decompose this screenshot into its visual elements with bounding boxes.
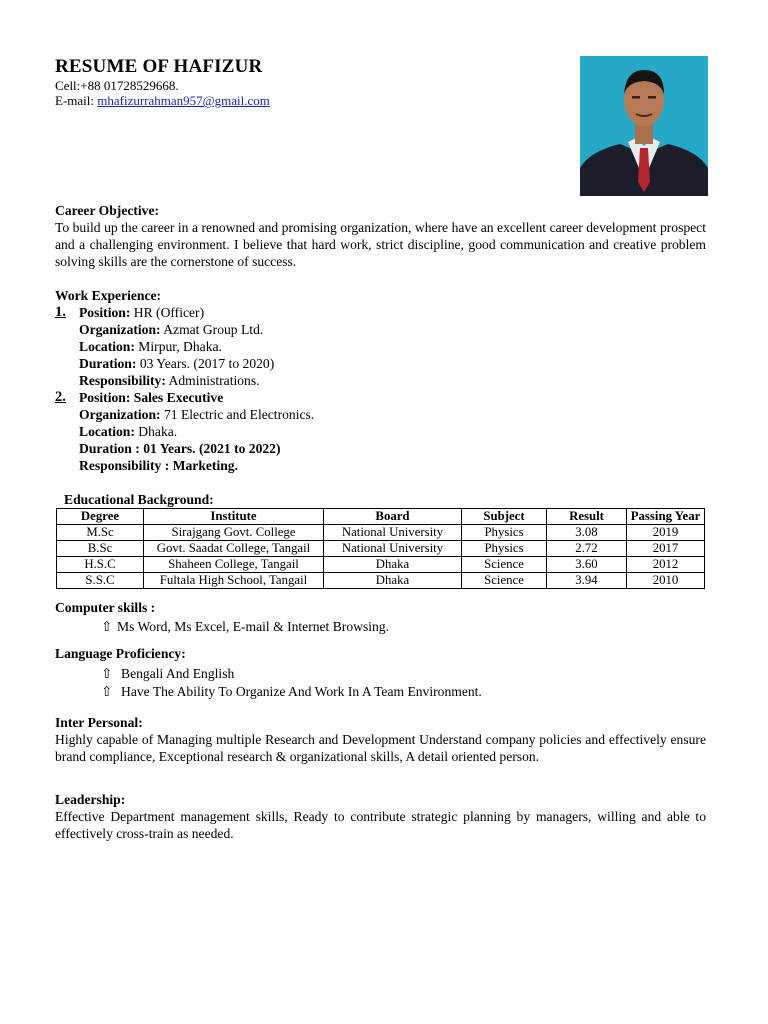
language-section [55,645,706,700]
table-cell: 2017 [627,541,705,557]
education-section [55,491,706,589]
email-link[interactable]: mhafizurrahman957@gmail.com [97,93,270,108]
job-responsibility: Responsibility: Administrations. [79,373,260,388]
career-objective-section [55,202,706,270]
interpersonal-heading: Inter Personal: [55,715,143,730]
list-item: ⇧ Bengali And English [101,666,235,681]
table-cell: Govt. Saadat College, Tangail [144,541,324,557]
job-organization: Organization: 71 Electric and Electronics. [79,407,315,422]
table-cell: National University [324,541,462,557]
table-cell: Shaheen College, Tangail [144,557,324,573]
table-cell: Fultala High School, Tangail [144,573,324,589]
table-cell: Dhaka [324,557,462,573]
table-row [57,541,705,557]
table-cell: H.S.C [57,557,144,573]
email-line [55,93,270,108]
profile-photo-image [580,56,708,196]
job-location: Location: Dhaka. [79,424,178,439]
career-objective-heading: Career Objective: [55,203,160,218]
table-row [57,525,705,541]
leadership-heading: Leadership: [55,792,126,807]
table-cell: B.Sc [57,541,144,557]
interpersonal-section [55,714,706,765]
education-table [56,508,705,589]
table-cell: Science [462,573,547,589]
education-heading: Educational Background: [64,492,214,507]
job-responsibility: Responsibility : Marketing. [79,458,238,473]
table-cell: 2.72 [547,541,627,557]
job-organization: Organization: Azmat Group Ltd. [79,322,264,337]
table-cell: S.S.C [57,573,144,589]
table-cell: 3.08 [547,525,627,541]
contact-info [55,78,270,108]
job-item-2 [55,389,706,474]
column-header: Degree [57,509,144,525]
table-cell: M.Sc [57,525,144,541]
job-number: 2. [55,389,66,405]
table-cell: Physics [462,541,547,557]
table-row [57,557,705,573]
work-experience-heading: Work Experience: [55,288,162,303]
table-cell: 3.94 [547,573,627,589]
work-experience-section [55,287,706,474]
table-cell: National University [324,525,462,541]
list-item: ⇧ Ms Word, Ms Excel, E-mail & Internet Browsing. [101,619,390,634]
column-header: Result [547,509,627,525]
job-position: Position: Sales Executive [79,390,224,405]
job-duration: Duration: 03 Years. (2017 to 2020) [79,356,275,371]
email-label: E-mail: [55,93,94,108]
interpersonal-text: Highly capable of Managing multiple Research and Development Understand company policies and effectively ensure brand compliance, Exceptional research & organizational skills, A detail oriented person. [55,732,706,764]
column-header: Subject [462,509,547,525]
leadership-text: Effective Department management skills, Ready to contribute strategic planning by managers, willing and able to effectively cross-train as needed. [55,809,706,841]
page-title: RESUME OF HAFIZUR [55,56,263,77]
table-cell: Sirajgang Govt. College [144,525,324,541]
column-header: Board [324,509,462,525]
job-location: Location: Mirpur, Dhaka. [79,339,222,354]
table-cell: 3.60 [547,557,627,573]
computer-skills-heading: Computer skills : [55,600,156,615]
cell-number: Cell:+88 01728529668. [55,78,179,93]
arrow-up-icon: ⇧ [101,684,113,699]
arrow-up-icon: ⇧ [101,619,113,634]
table-cell: Science [462,557,547,573]
table-row [57,573,705,589]
column-header: Institute [144,509,324,525]
computer-skills-section [55,599,706,635]
table-cell: Dhaka [324,573,462,589]
career-objective-text: To build up the career in a renowned and promising organization, where have an excellent career development prospect and a challenging environment. I believe that hard work, strict discipline, good communication and creative problem solving skills are the cornerstone of success. [55,220,706,269]
leadership-section [55,791,706,842]
table-header-row [57,509,705,525]
language-heading: Language Proficiency: [55,646,186,661]
job-item-1 [55,304,706,389]
job-duration: Duration : 01 Years. (2021 to 2022) [79,441,281,456]
column-header: Passing Year [627,509,705,525]
table-cell: 2012 [627,557,705,573]
job-position: Position: HR (Officer) [79,305,205,320]
arrow-up-icon: ⇧ [101,666,113,681]
profile-photo [580,56,708,196]
table-cell: 2010 [627,573,705,589]
job-number: 1. [55,304,66,320]
table-cell: Physics [462,525,547,541]
table-cell: 2019 [627,525,705,541]
list-item: ⇧ Have The Ability To Organize And Work In A Team Environment. [101,684,482,699]
